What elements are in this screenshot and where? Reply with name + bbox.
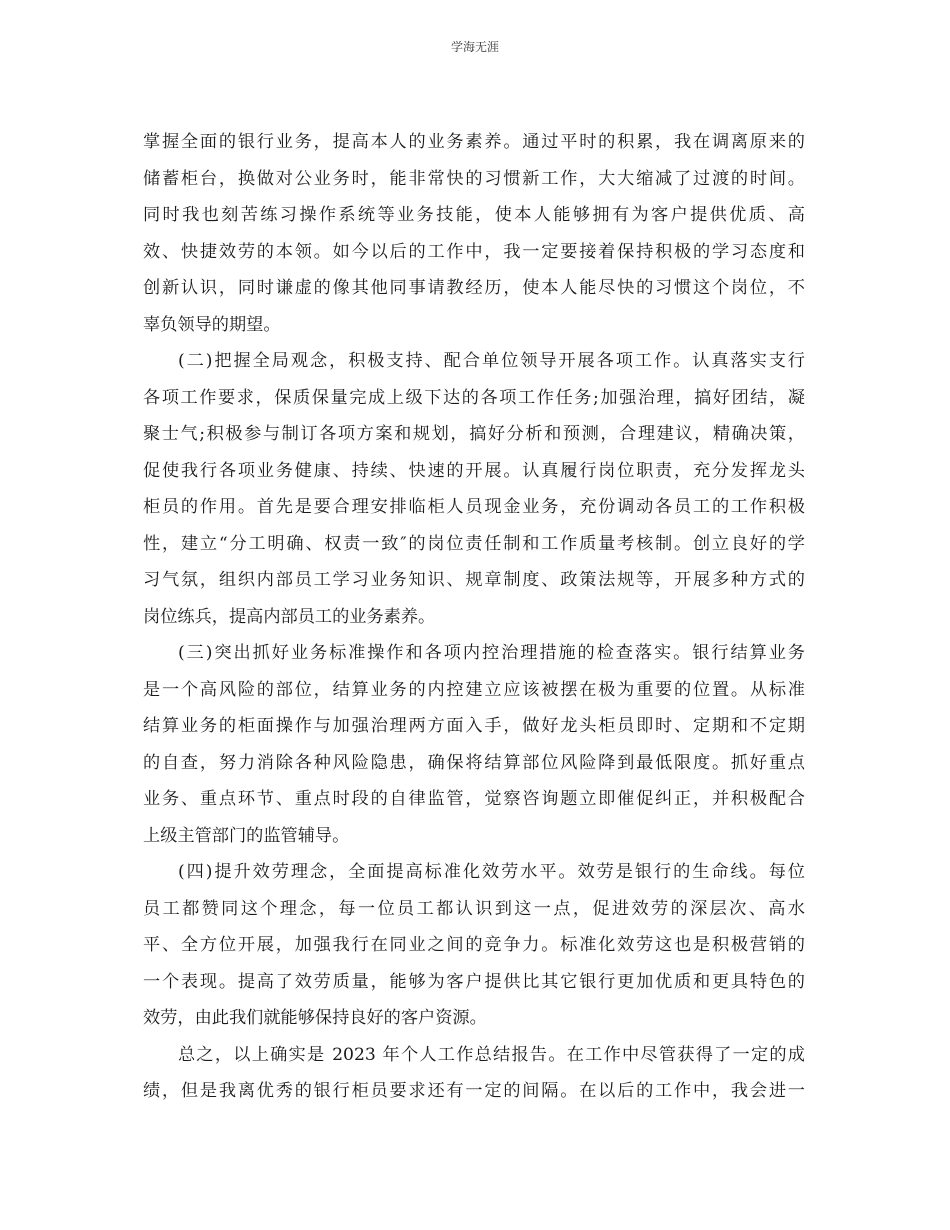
text-line: 结算业务的柜面操作与加强治理两方面入手，做好龙头柜员即时、定期和不定期 (143, 716, 805, 736)
text-line: (二)把握全局观念，积极支持、配合单位领导开展各项工作。认真落实支行 (178, 351, 805, 371)
text-line: 习气氛，组织内部员工学习业务知识、规章制度、政策法规等，开展多种方式的 (143, 570, 805, 590)
text-line: 是一个高风险的部位，结算业务的内控建立应该被摆在极为重要的位置。从标准 (143, 679, 805, 700)
paragraph-1 (143, 124, 805, 343)
paragraph-3 (143, 635, 805, 854)
text-line: 同时我也刻苦练习操作系统等业务技能，使本人能够拥有为客户提供优质、高 (143, 205, 805, 225)
text-line: 性，建立“分工明确、权责一致″的岗位责任制和工作质量考核制。创立良好的学 (143, 533, 805, 554)
text-line: (三)突出抓好业务标准操作和各项内控治理措施的检查落实。银行结算业务 (178, 643, 805, 663)
text-line: 的自查，努力消除各种风险隐患，确保将结算部位风险降到最低限度。抓好重点 (143, 752, 805, 773)
text-line: 业务、重点环节、重点时段的自律监管，觉察咨询题立即催促纠正，并积极配合 (143, 789, 805, 809)
paragraph-4 (143, 854, 805, 1037)
text-line: 岗位练兵，提高内部员工的业务素养。 (143, 606, 436, 627)
text-line: 各项工作要求，保质保量完成上级下达的各项工作任务;加强治理，搞好团结，凝 (143, 387, 805, 408)
paragraph-2 (143, 343, 805, 635)
text-line: 上级主管部门的监管辅导。 (143, 825, 350, 846)
text-line: 储蓄柜台，换做对公业务时，能非常快的习惯新工作，大大缩减了过渡的时间。 (143, 168, 805, 189)
text-line: 平、全方位开展，加强我行在同业之间的竞争力。标准化效劳这也是积极营销的 (143, 935, 805, 955)
page-header: 学海无涯 (450, 40, 499, 54)
text-line: 柜员的作用。首先是要合理安排临柜人员现金业务，充份调动各员工的工作积极 (143, 497, 805, 517)
document-body (143, 124, 805, 1110)
text-line: 效劳，由此我们就能够保持良好的客户资源。 (143, 1008, 487, 1028)
text-line: 员工都赞同这个理念，每一位员工都认识到这一点，促进效劳的深层次、高水 (143, 898, 805, 919)
text-line: 总之，以上确实是 2023 年个人工作总结报告。在工作中尽管获得了一定的成 (178, 1044, 805, 1065)
text-line: (四)提升效劳理念，全面提高标准化效劳水平。效劳是银行的生命线。每位 (178, 862, 805, 882)
text-line: 创新认识，同时谦虚的像其他同事请教经历，使本人能尽快的习惯这个岗位，不 (143, 278, 805, 298)
text-line: 聚士气;积极参与制订各项方案和规划，搞好分析和预测，合理建议，精确决策， (143, 424, 805, 444)
text-line: 一个表现。提高了效劳质量，能够为客户提供比其它银行更加优质和更具特色的 (143, 971, 805, 992)
text-line: 绩，但是我离优秀的银行柜员要求还有一定的间隔。在以后的工作中，我会进一 (143, 1081, 805, 1101)
text-line: 促使我行各项业务健康、持续、快速的开展。认真履行岗位职责，充分发挥龙头 (143, 460, 805, 481)
text-line: 效、快捷效劳的本领。如今以后的工作中，我一定要接着保持积极的学习态度和 (143, 241, 805, 262)
text-line: 辜负领导的期望。 (143, 314, 281, 335)
paragraph-5 (143, 1037, 805, 1110)
text-line: 掌握全面的银行业务，提高本人的业务素养。通过平时的积累，我在调离原来的 (143, 132, 805, 152)
